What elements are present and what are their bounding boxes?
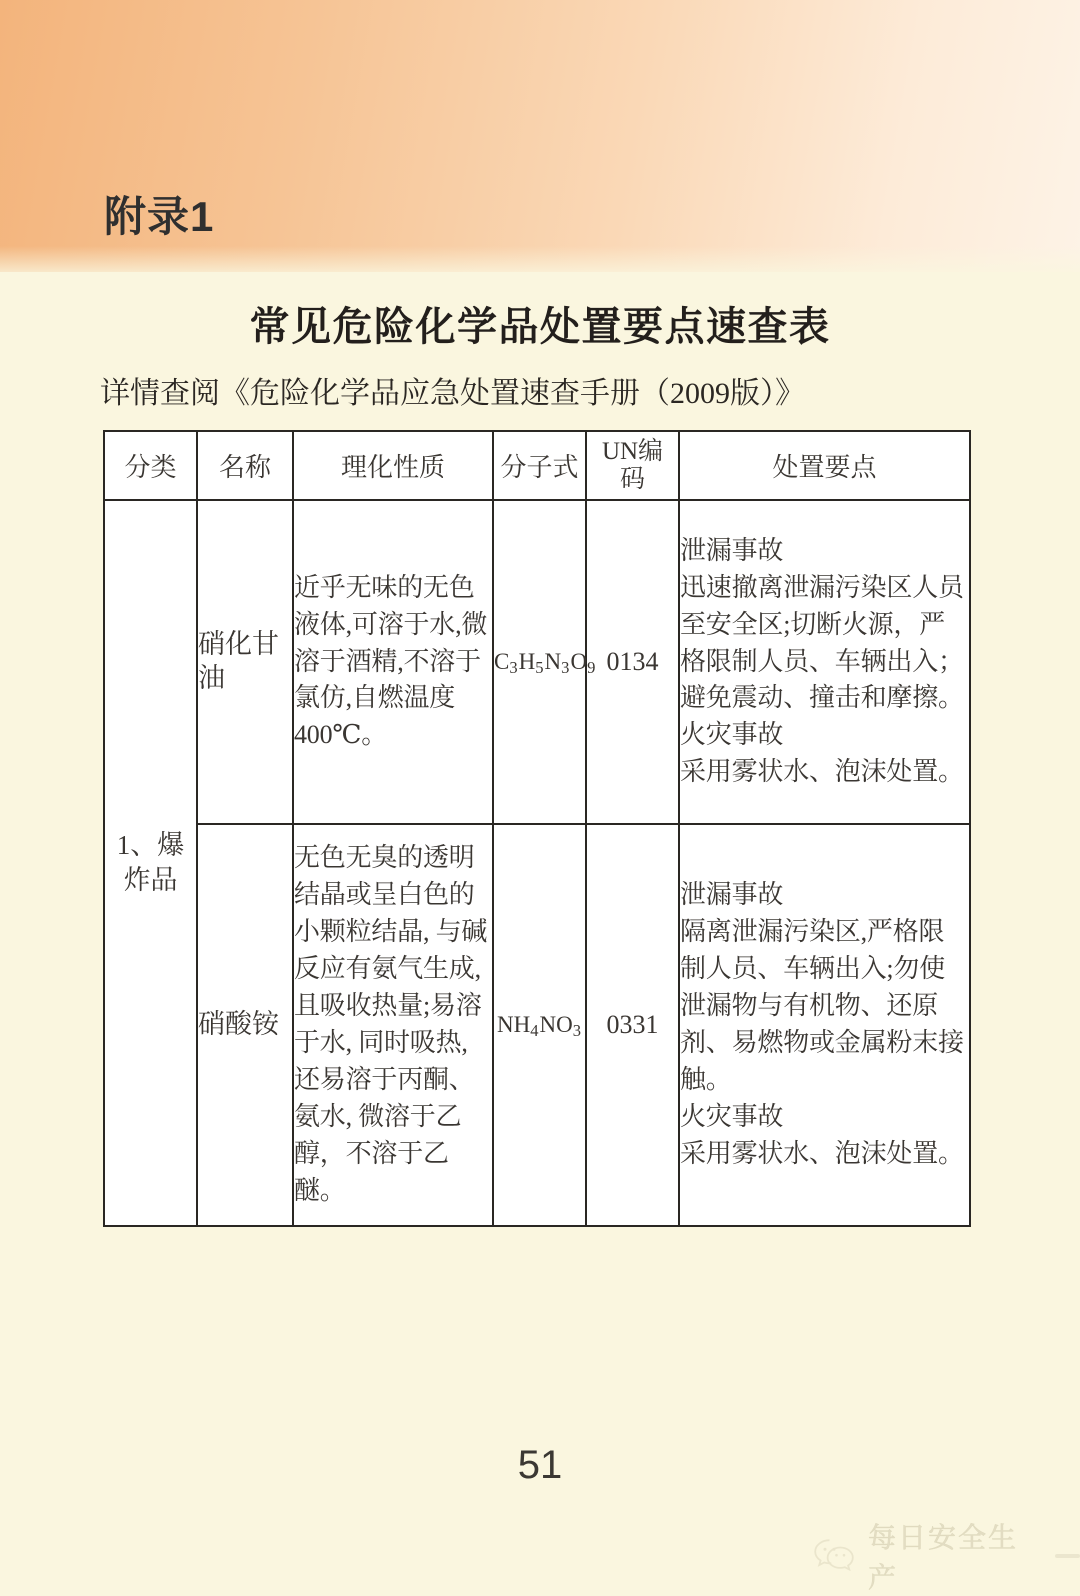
column-header-un-code — [586, 431, 679, 500]
un-code-line-1: UN编 — [601, 437, 664, 465]
watermark — [812, 1516, 1080, 1596]
hazardous-chemicals-table — [103, 430, 971, 1227]
cell-un-code: 0331 — [586, 824, 679, 1226]
un-code-line-2: 码 — [619, 465, 645, 493]
top-banner — [0, 0, 1080, 272]
wechat-icon — [812, 1537, 858, 1576]
page-number: 51 — [517, 1443, 563, 1487]
table-row — [104, 824, 970, 1226]
cell-formula: $C_3H_5N_3O_9$ — [493, 500, 586, 824]
table-row — [104, 500, 970, 824]
cell-properties: 近乎无味的无色液体,可溶于水,微溶于酒精,不溶于氯仿,自燃温度400℃。 — [293, 500, 493, 824]
page-title: 常见危险化学品处置要点速查表 — [249, 305, 831, 349]
category-label-line-1: 1、爆 — [116, 830, 185, 861]
cell-name: 硝化甘油 — [197, 500, 293, 824]
column-header-properties: 理化性质 — [293, 431, 493, 500]
cell-points: 泄漏事故 隔离泄漏污染区,严格限制人员、车辆出入;勿使泄漏物与有机物、还原剂、易燃物或金属粉末接触。 火灾事故 采用雾状水、泡沫处置。 — [679, 824, 970, 1226]
table-header-row — [104, 431, 970, 500]
cell-points: 泄漏事故 迅速撤离泄漏污染区人员至安全区;切断火源，严格限制人员、车辆出入；避免震动、撞击和摩擦。 火灾事故 采用雾状水、泡沫处置。 — [679, 500, 970, 824]
appendix-label: 附录1 — [104, 193, 215, 240]
column-header-formula: 分子式 — [493, 431, 586, 500]
column-header-points: 处置要点 — [679, 431, 970, 500]
cell-properties: 无色无臭的透明结晶或呈白色的小颗粒结晶, 与碱反应有氨气生成, 且吸收热量;易溶于水, 同时吸热, 还易溶于丙酮、氨水, 微溶于乙醇，不溶于乙醚。 — [293, 824, 493, 1226]
watermark-text: 每日安全生产 — [868, 1522, 1019, 1593]
cell-name: 硝酸铵 — [197, 824, 293, 1226]
cell-formula: $NH_4NO_3$ — [493, 824, 586, 1226]
watermark-dash — [1055, 1554, 1080, 1558]
category-label-line-2: 炸品 — [123, 865, 178, 895]
cell-category — [104, 500, 197, 1226]
page-subtitle: 详情查阅《危险化学品应急处置速查手册（2009版）》 — [100, 377, 805, 410]
cell-un-code: 0134 — [586, 500, 679, 824]
column-header-name: 名称 — [197, 431, 293, 500]
column-header-category: 分类 — [104, 431, 197, 500]
